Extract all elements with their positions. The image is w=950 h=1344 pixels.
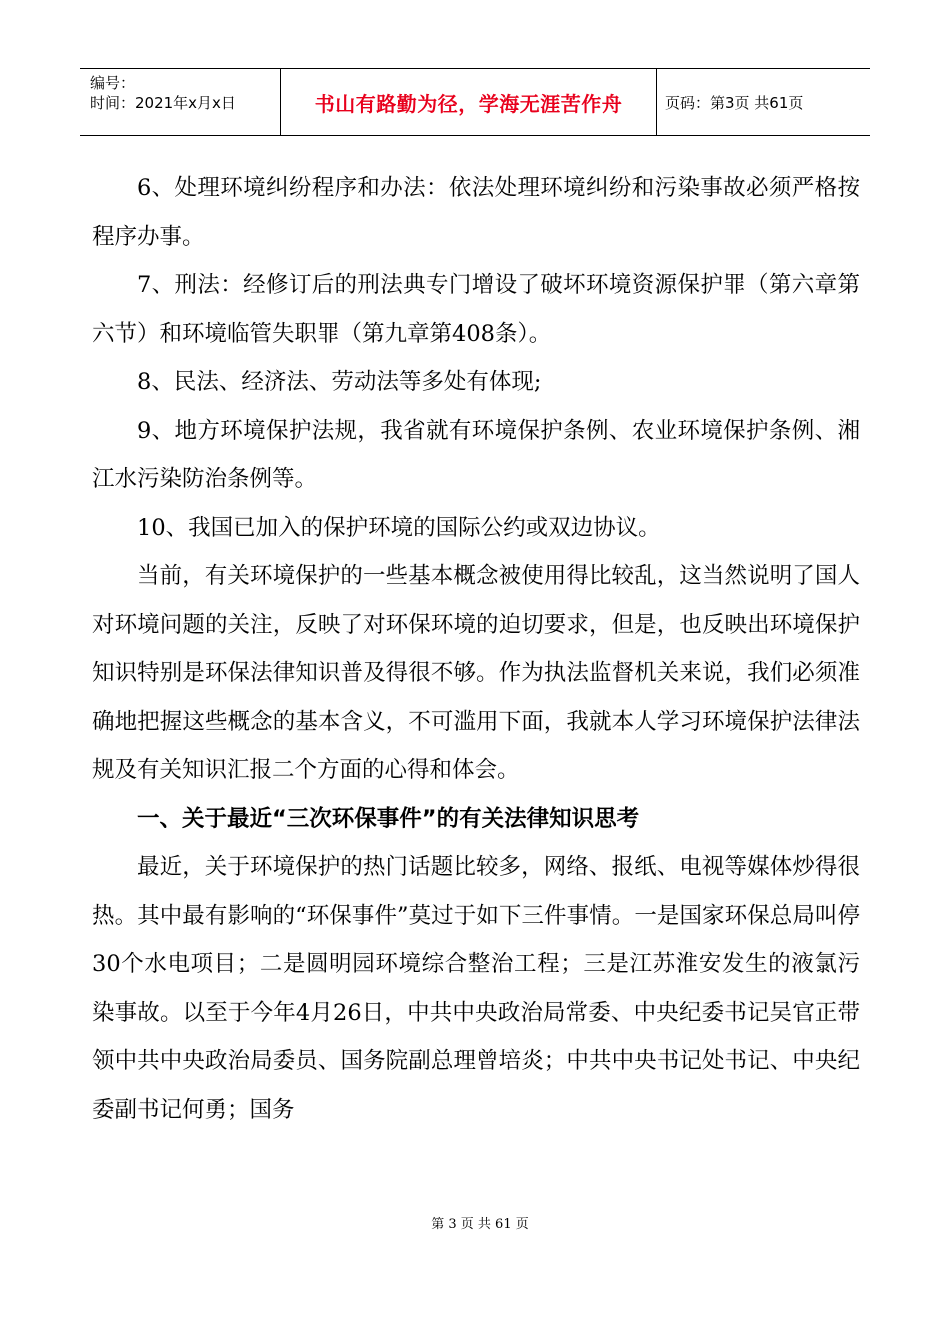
header-page-info: 页码：第3页 共61页 <box>665 93 804 112</box>
header-meta <box>80 69 281 135</box>
paragraph: 10、我国已加入的保护环境的国际公约或双边协议。 <box>137 514 661 541</box>
section-heading: 一、关于最近“三次环保事件”的有关法律知识思考 <box>137 805 640 832</box>
document-time-label: 时间：2021年x月x日 <box>90 94 236 112</box>
paragraph: 当前，有关环境保护的一些基本概念被使用得比较乱，这当然说明了国人对环境问题的关注，反映了对环保环境的迫切要求，但是，也反映出环境保护知识特别是环保法律知识普及得很不够。作为执法监督机关来说，我们必须准确地把握这些概念的基本含义，不可滥用下面，我就本人学习环境保护法律法规及有关知识汇报二个方面的心得和体会。 <box>92 563 860 783</box>
paragraph: 6、处理环境纠纷程序和办法：依法处理环境纠纷和污染事故必须严格按程序办事。 <box>92 175 860 250</box>
paragraph: 7、刑法：经修订后的刑法典专门增设了破坏环境资源保护罪（第六章第六节）和环境临管失职罪（第九章第408条）。 <box>92 272 860 347</box>
page-footer: 第 3 页 共 61 页 <box>431 1217 529 1232</box>
paragraph: 8、民法、经济法、劳动法等多处有体现; <box>137 369 542 395</box>
paragraph: 9、地方环境保护法规，我省就有环境保护条例、农业环境保护条例、湘江水污染防治条例等。 <box>92 417 860 492</box>
page-header <box>80 68 870 136</box>
header-motto: 书山有路勤为径，学海无涯苦作舟 <box>281 69 657 135</box>
document-body <box>92 164 860 1134</box>
document-number-label: 编号： <box>90 74 136 92</box>
paragraph: 最近，关于环境保护的热门话题比较多，网络、报纸、电视等媒体炒得很热。其中最有影响的“环保事件”莫过于如下三件事情。一是国家环保总局叫停30个水电项目；二是圆明园环境综合整治工程；三是江苏淮安发生的液氯污染事故。以至于今年4月26日，中共中央政治局常委、中央纪委书记吴官正带领中共中央政治局委员、国务院副总理曾培炎；中共中央书记处书记、中央纪委副书记何勇；国务 <box>92 854 860 1123</box>
